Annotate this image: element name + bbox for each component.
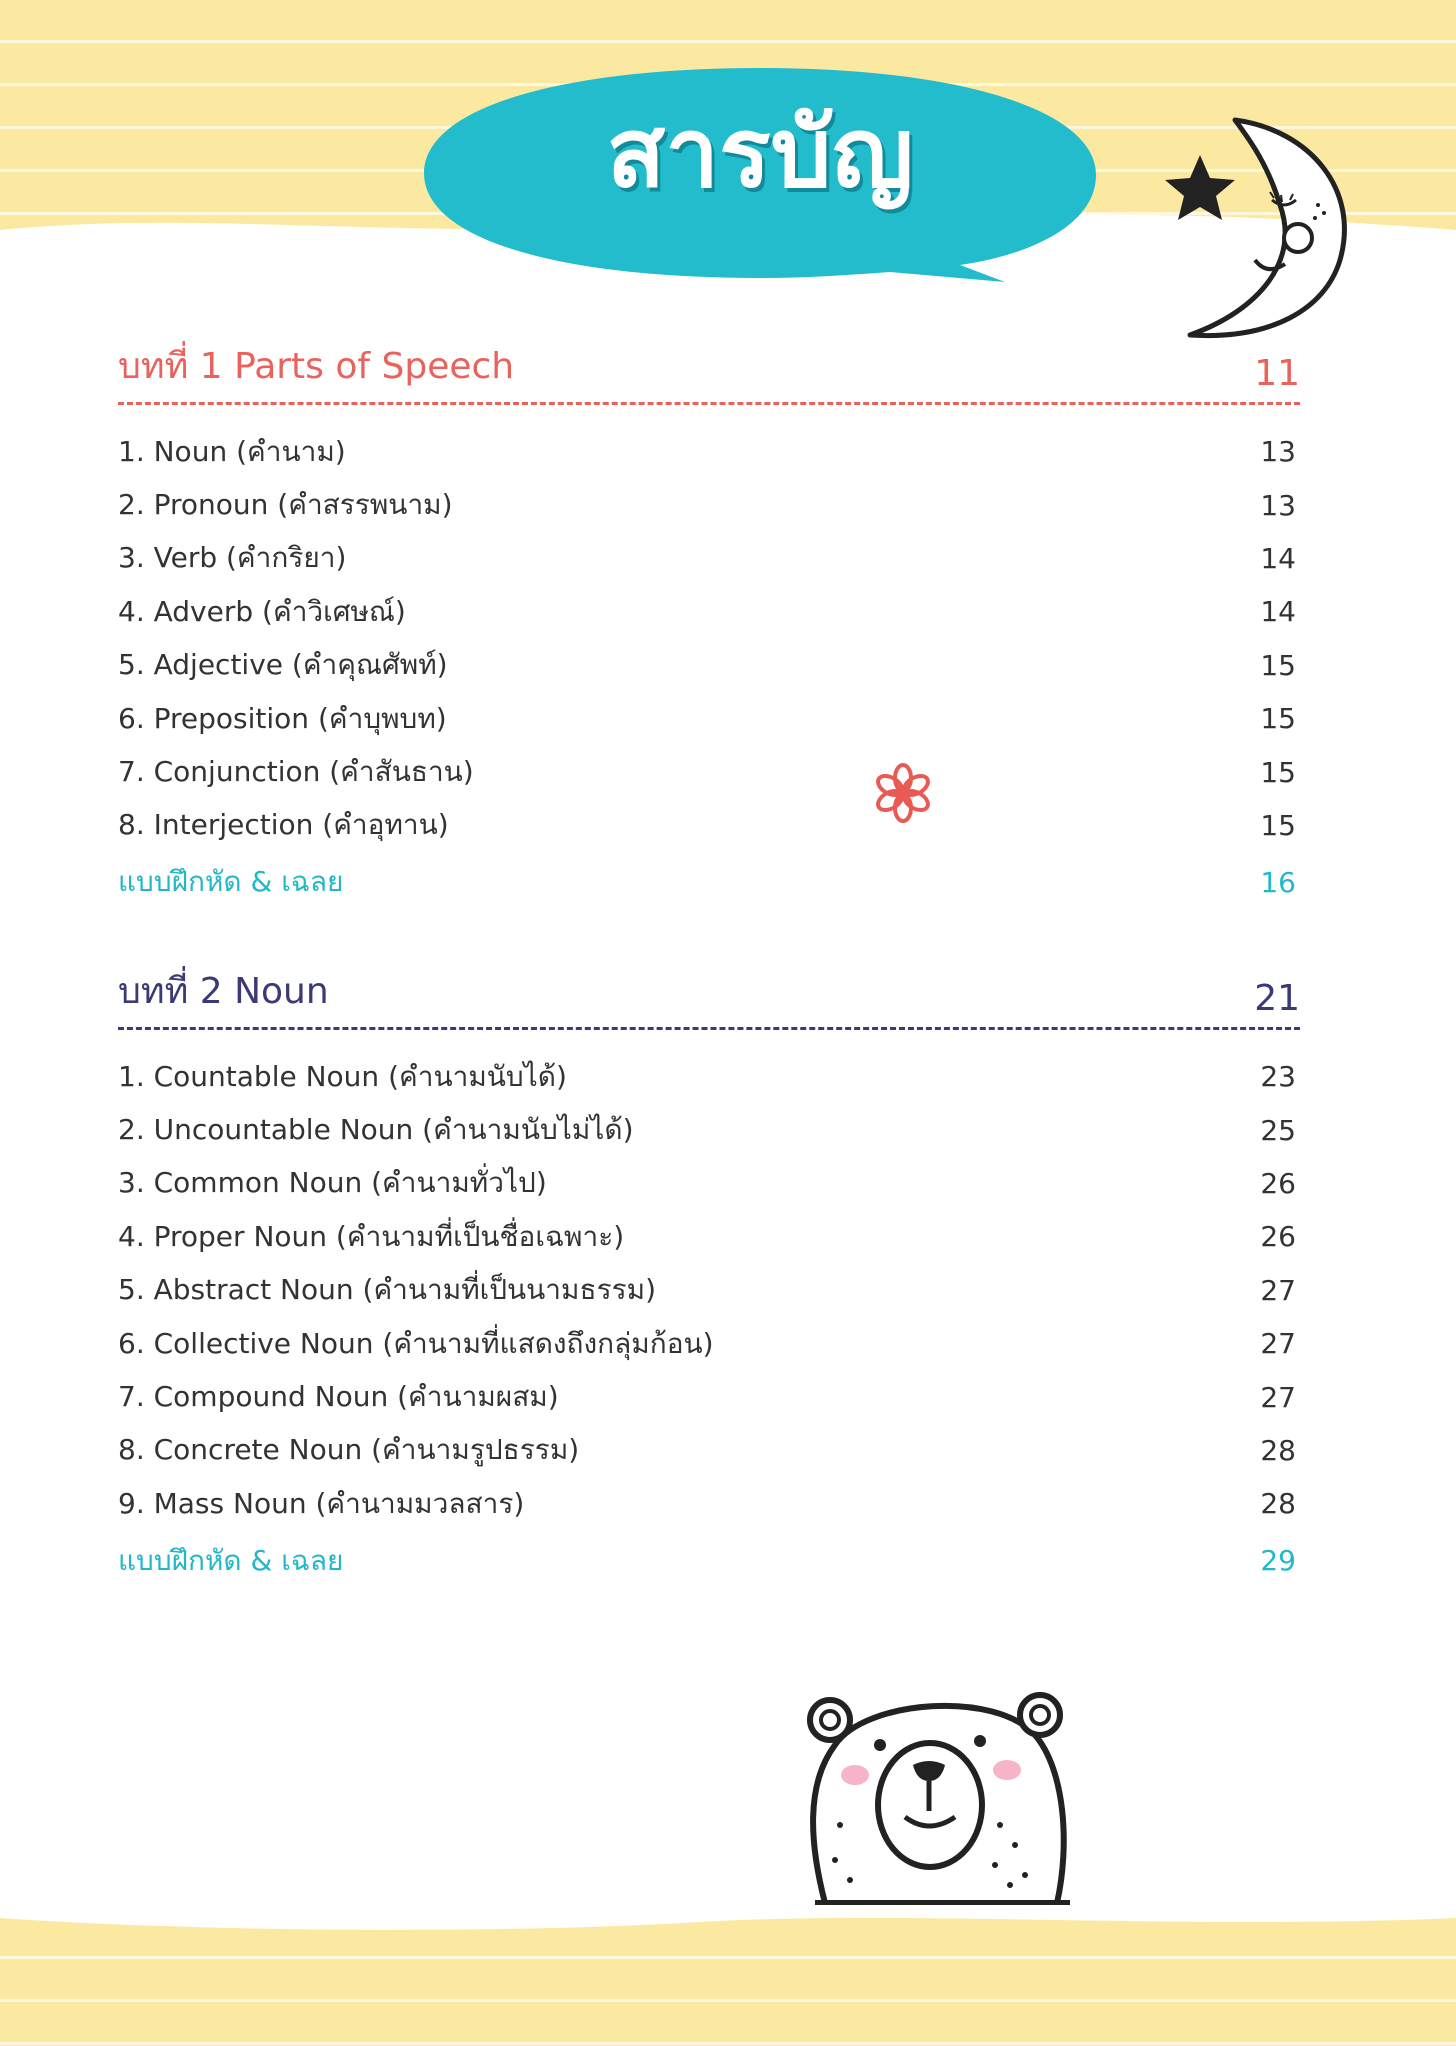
toc-entry[interactable]: [118, 1103, 1300, 1156]
chapter-1-heading[interactable]: [118, 332, 1300, 405]
toc-entry-page: 27: [1260, 1327, 1296, 1361]
toc-entry[interactable]: [118, 639, 1300, 692]
toc-entry-page: 23: [1260, 1060, 1296, 1094]
toc-entry[interactable]: [118, 1317, 1300, 1370]
toc-entry-page: 15: [1260, 808, 1296, 842]
toc-entry-label: 9. Mass Noun (คำนามมวลสาร): [118, 1486, 525, 1520]
toc-entry[interactable]: [118, 532, 1300, 585]
toc-entry-page: 15: [1260, 702, 1296, 736]
toc-entry[interactable]: [118, 692, 1300, 745]
toc-entry-label: 6. Preposition (คำบุพบท): [118, 701, 447, 735]
toc-entry[interactable]: [118, 1264, 1300, 1317]
exercise-label: แบบฝึกหัด & เฉลย: [118, 1543, 344, 1577]
chapter-1-section: [118, 332, 1300, 912]
toc-entry[interactable]: [118, 1424, 1300, 1477]
chapter-1-page: 11: [1254, 353, 1300, 394]
toc-entry-label: 7. Compound Noun (คำนามผสม): [118, 1380, 559, 1414]
toc-entry-label: 2. Uncountable Noun (คำนามนับไม่ได้): [118, 1113, 634, 1147]
toc-entry-page: 26: [1260, 1220, 1296, 1254]
toc-entry[interactable]: [118, 1370, 1300, 1423]
toc-entry-page: 13: [1260, 435, 1296, 469]
chapter-2-page: 21: [1254, 978, 1300, 1019]
chapter-1-entries: [118, 405, 1300, 852]
page-title: สารบัญ: [606, 97, 914, 209]
toc-entry-page: 27: [1260, 1273, 1296, 1307]
toc-entry[interactable]: [118, 1157, 1300, 1210]
toc-entry[interactable]: [118, 1477, 1300, 1530]
toc-entry-page: 15: [1260, 755, 1296, 789]
toc-entry-label: 8. Interjection (คำอุทาน): [118, 808, 449, 842]
bottom-wave-edge: [0, 1900, 1456, 1940]
toc-entry-page: 25: [1260, 1113, 1296, 1147]
toc-entry-page: 27: [1260, 1380, 1296, 1414]
toc-entry-label: 3. Common Noun (คำนามทั่วไป): [118, 1166, 547, 1200]
chapter-2-heading[interactable]: [118, 957, 1300, 1030]
toc-entry-label: 1. Noun (คำนาม): [118, 434, 346, 468]
toc-entry-label: 2. Pronoun (คำสรรพนาม): [118, 488, 453, 522]
toc-entry[interactable]: [118, 745, 1300, 798]
toc-entry-label: 1. Countable Noun (คำนามนับได้): [118, 1059, 567, 1093]
toc-entry[interactable]: [118, 799, 1300, 852]
chapter-2-entries: [118, 1030, 1300, 1531]
exercise-page: 29: [1260, 1544, 1296, 1578]
toc-entry-page: 13: [1260, 488, 1296, 522]
toc-entry-label: 4. Adverb (คำวิเศษณ์): [118, 594, 406, 628]
toc-entry[interactable]: [118, 478, 1300, 531]
toc-entry-page: 26: [1260, 1166, 1296, 1200]
chapter-2-section: [118, 957, 1300, 1591]
toc-entry-page: 28: [1260, 1433, 1296, 1467]
toc-entry-page: 28: [1260, 1487, 1296, 1521]
toc-entry-label: 6. Collective Noun (คำนามที่แสดงถึงกลุ่มก้อน): [118, 1326, 714, 1360]
toc-entry-label: 7. Conjunction (คำสันธาน): [118, 755, 474, 789]
exercise-label: แบบฝึกหัด & เฉลย: [118, 865, 344, 899]
toc-entry-label: 3. Verb (คำกริยา): [118, 541, 347, 575]
moon-with-star-icon: [1160, 110, 1360, 350]
chapter-2-title: บทที่ 2 Noun: [118, 971, 329, 1012]
bear-icon: [795, 1675, 1080, 1905]
chapter-1-exercise-entry[interactable]: [118, 852, 1300, 912]
toc-entry-label: 8. Concrete Noun (คำนามรูปธรรม): [118, 1433, 580, 1467]
toc-entry-label: 4. Proper Noun (คำนามที่เป็นชื่อเฉพาะ): [118, 1219, 625, 1253]
toc-entry[interactable]: [118, 1210, 1300, 1263]
toc-entry[interactable]: [118, 585, 1300, 638]
toc-entry-page: 15: [1260, 648, 1296, 682]
toc-entry[interactable]: [118, 1050, 1300, 1103]
toc-entry-label: 5. Adjective (คำคุณศัพท์): [118, 648, 448, 682]
toc-entry-page: 14: [1260, 595, 1296, 629]
chapter-1-title: บทที่ 1 Parts of Speech: [118, 346, 515, 387]
toc-entry-page: 14: [1260, 541, 1296, 575]
exercise-page: 16: [1260, 865, 1296, 899]
toc-entry[interactable]: [118, 425, 1300, 478]
toc-entry-label: 5. Abstract Noun (คำนามที่เป็นนามธรรม): [118, 1273, 657, 1307]
chapter-2-exercise-entry[interactable]: [118, 1531, 1300, 1591]
